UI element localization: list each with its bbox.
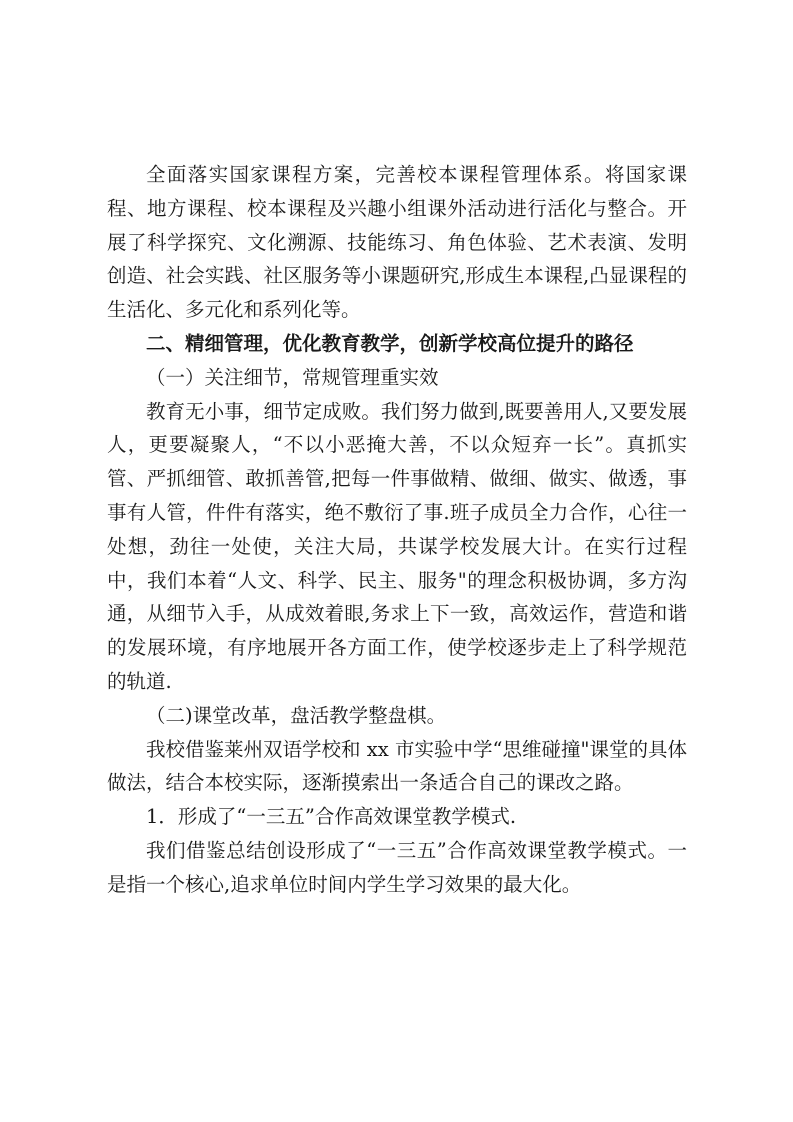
paragraph-curriculum: 全面落实国家课程方案，完善校本课程管理体系。将国家课程、地方课程、校本课程及兴趣小组课外活动进行活化与整合。开展了科学探究、文化溯源、技能练习、角色体验、艺术表演、发明创造、社会实践、社区服务等小课题研究,形成生本课程,凸显课程的生活化、多元化和系列化等。 — [107, 163, 687, 322]
subheading-1: （一）关注细节，常规管理重实效 — [146, 365, 439, 389]
subheading-2: （二)课堂改革，盘活教学整盘棋。 — [146, 703, 447, 727]
section-heading-2: 二、精细管理，优化教育教学，创新学校高位提升的路径 — [146, 331, 634, 355]
paragraph-model: 我们借鉴总结创设形成了“一三五”合作高效课堂教学模式。一是指一个核心,追求单位时间内学生学习效果的最大化。 — [107, 838, 687, 896]
paragraph-reform: 我校借鉴莱州双语学校和 xx 市实验中学“思维碰撞"课堂的具体做法，结合本校实际，逐渐摸索出一条适合自己的课改之路。 — [107, 737, 687, 795]
subheading-2-1: 1．形成了“一三五”合作高效课堂教学模式. — [146, 805, 517, 829]
document-page — [107, 158, 687, 902]
paragraph-management: 教育无小事，细节定成败。我们努力做到,既要善用人,又要发展人，更要凝聚人，“不以小恶掩大善，不以众短弃一长”。真抓实管、严抓细管、敢抓善管,把每一件事做精、做细、做实、做透，事事有人管，件件有落实，绝不敷衍了事.班子成员全力合作，心往一处想，劲往一处使，关注大局，共谋学校发展大计。在实行过程中，我们本着“人文、科学、民主、服务"的理念积极协调，多方沟通，从细节入手，从成效着眼,务求上下一致，高效运作，营造和谐的发展环境，有序地展开各方面工作，使学校逐步走上了科学规范的轨道. — [107, 399, 687, 693]
